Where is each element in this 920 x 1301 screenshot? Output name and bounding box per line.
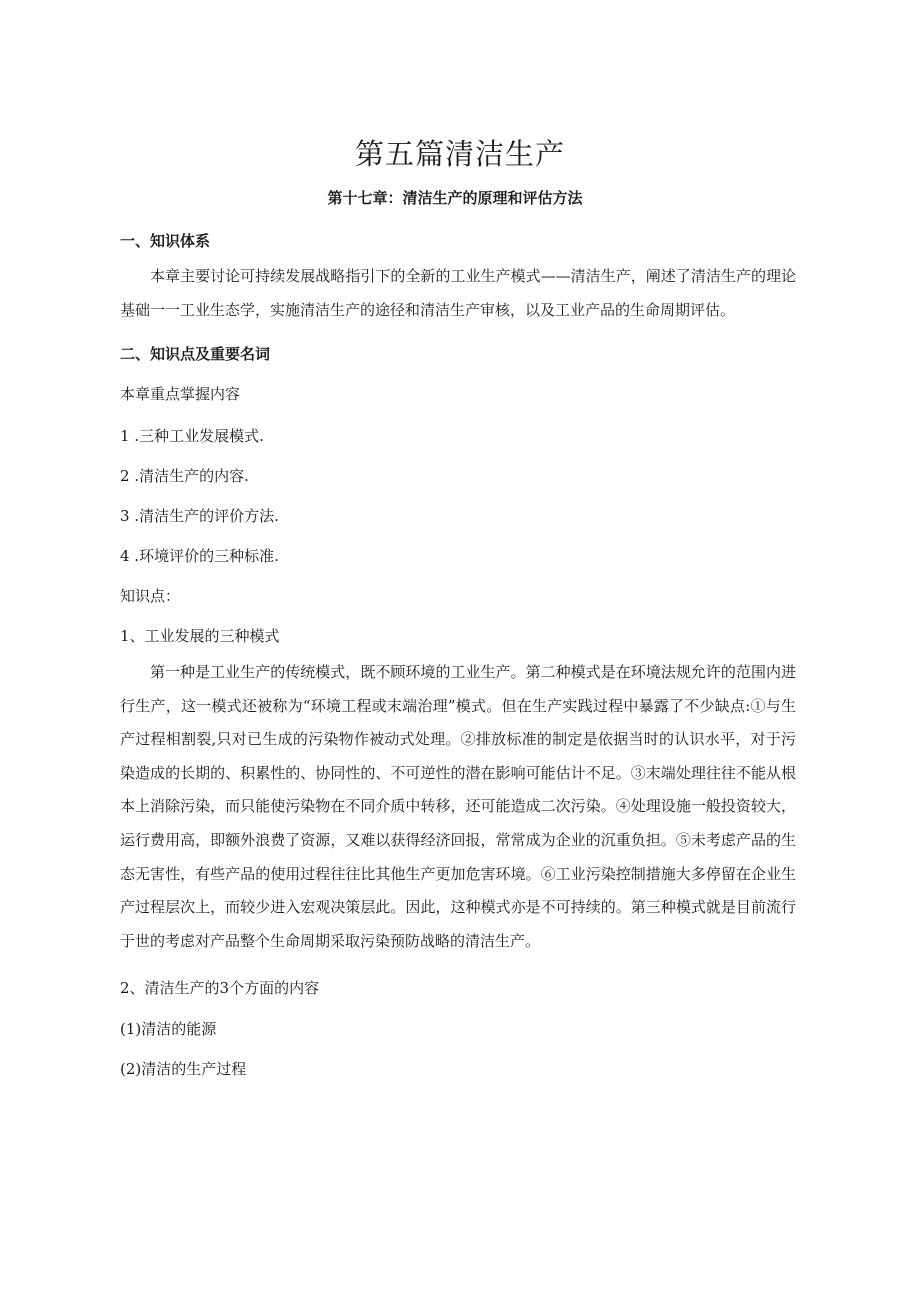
key-content-item: 3 .清洁生产的评价方法. [120,507,279,525]
point2-item: (1)清洁的能源 [120,1020,217,1038]
key-content-intro: 本章重点掌握内容 [120,385,241,403]
document-title: 第五篇清洁生产 [354,137,565,171]
section-heading-knowledge-points: 二、知识点及重要名词 [120,345,271,363]
point2-heading: 2、清洁生产的3个方面的内容 [120,979,320,997]
point2-item: (2)清洁的生产过程 [120,1060,247,1078]
knowledge-points-label: 知识点： [120,587,181,605]
point1-paragraph: 第一种是工业生产的传统模式，既不顾环境的工业生产。第二种模式是在环境法规允许的范围内进行生产，这一模式还被称为“环境工程或末端治理”模式。但在生产实践过程中暴露了不少缺点:①与生产过程相割裂,只对已生成的污染物作被动式处理。②排放标准的制定是依据当时的认识水平，对于污染造成的长期的、积累性的、协同性的、不可逆性的潜在影响可能估计不足。③末端处理往往不能从根本上消除污染，而只能使污染物在不同介质中转移，还可能造成二次污染。④处理设施一般投资较大，运行费用高，即额外浪费了资源，又难以获得经济回报，常常成为企业的沉重负担。⑤未考虑产品的生态无害性，有些产品的使用过程往往比其他生产更加危害环境。⑥工业污染控制措施大多停留在企业生产过程层次上，而较少进入宏观决策层此。因此，这种模式亦是不可持续的。第三种模式就是目前流行于世的考虑对产品整个生命周期采取污染预防战略的清洁生产。 [120,663,796,950]
knowledge-system-paragraph: 本章主要讨论可持续发展战略指引下的全新的工业生产模式——清洁生产，阐述了清洁生产的理论基础一一工业生态学，实施清洁生产的途径和清洁生产审核，以及工业产品的生命周期评估。 [120,267,796,319]
key-content-item: 2 .清洁生产的内容. [120,467,249,485]
key-content-item: 1 .三种工业发展模式. [120,427,264,445]
key-content-item: 4 .环境评价的三种标准. [120,547,279,565]
chapter-heading: 第十七章：清洁生产的原理和评估方法 [327,189,583,207]
section-heading-knowledge-system: 一、知识体系 [120,232,211,250]
point1-heading: 1、工业发展的三种模式 [120,627,280,645]
